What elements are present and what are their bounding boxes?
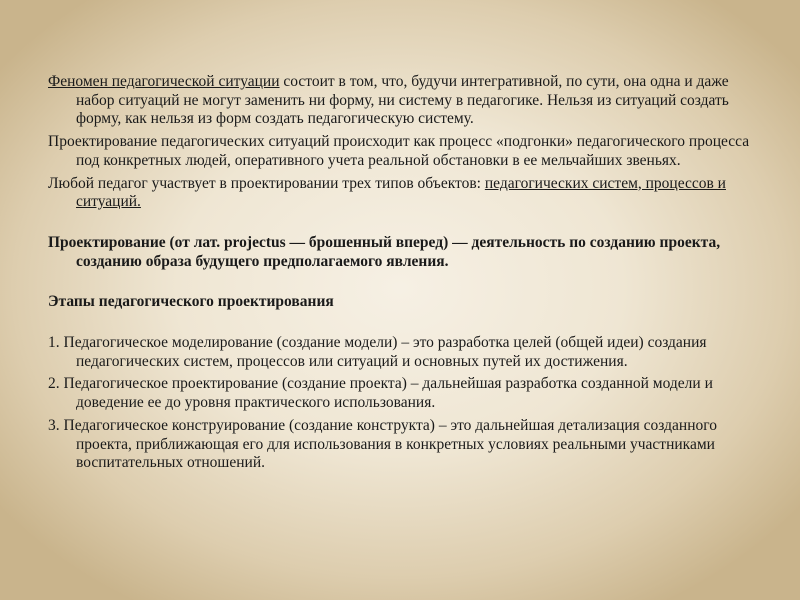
- paragraph-design-situations: Проектирование педагогических ситуаций происходит как процесс «подгонки» педагогического процесса под конкретных людей, оперативного учета реальной обстановки в ее мельчайших звеньях.: [48, 133, 750, 169]
- slide-text-body: [48, 73, 756, 473]
- stage-item-2: 2. Педагогическое проектирование (создание проекта) – дальнейшая разработка созданной модели и доведение ее до уровня практического использования.: [48, 375, 713, 412]
- paragraph-object-types: [48, 175, 756, 212]
- object-types-underlined: педагогических систем, процессов и ситуаций.: [76, 174, 726, 211]
- phenomenon-text: состоит в том, что, будучи интегративной, по сути, она одна и даже набор ситуаций не могут заменить ни форму, ни систему в педагогике. Нельзя из ситуаций создать форму, как нельзя из форм создать педагогическую систему.: [76, 73, 729, 128]
- object-types-text: Любой педагог участвует в проектировании трех типов объектов:: [48, 174, 485, 192]
- stages-heading: Этапы педагогического проектирования: [48, 293, 334, 311]
- paragraph-phenomenon: [48, 73, 756, 129]
- stage-item-1: 1. Педагогическое моделирование (создание модели) – это разработка целей (общей идеи) создания педагогических систем, процессов или ситуаций и основных путей их достижения.: [48, 334, 707, 370]
- phenomenon-underlined-term: Феномен педагогической ситуации: [48, 73, 280, 90]
- definition-paragraph: Проектирование (от лат. projectus — брошенный вперед) — деятельность по созданию проекта, созданию образа будущего предполагаемого явления.: [48, 233, 721, 270]
- stage-item-3: 3. Педагогическое конструирование (создание конструкта) – это дальнейшая детализация созданного проекта, приближающая его для использования в конкретных условиях реальными участниками воспитательных отношений.: [48, 416, 717, 472]
